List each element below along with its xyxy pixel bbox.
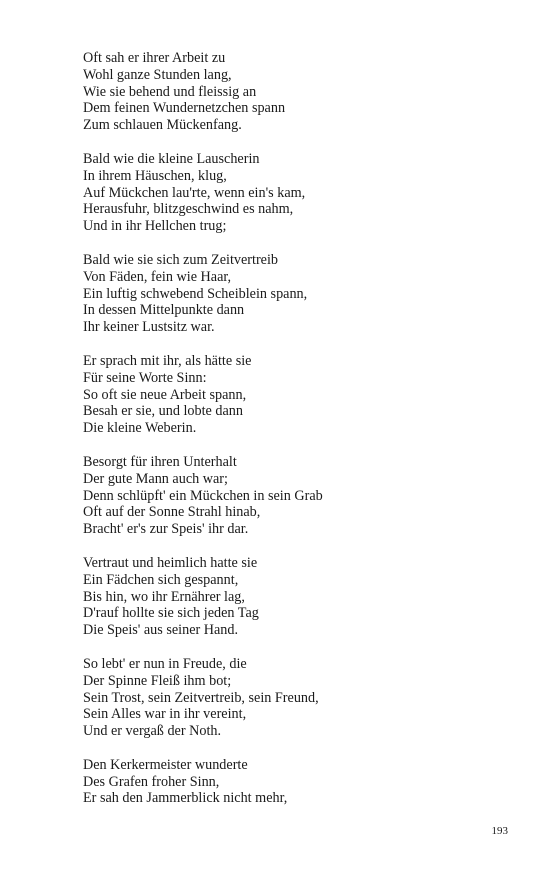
poem-line: Und in ihr Hellchen trug; xyxy=(83,218,227,235)
poem-line: So oft sie neue Arbeit spann, xyxy=(83,386,247,403)
poem-line: Ein Fädchen sich gespannt, xyxy=(83,571,239,588)
stanza xyxy=(83,656,513,740)
stanza xyxy=(83,151,513,235)
poem-line: Bis hin, wo ihr Ernährer lag, xyxy=(83,588,245,605)
stanza xyxy=(83,757,513,807)
poem-line: Er sprach mit ihr, als hätte sie xyxy=(83,352,252,369)
stanza xyxy=(83,50,513,134)
poem-line: Der Spinne Fleiß ihm bot; xyxy=(83,672,232,689)
poem-line: Des Grafen froher Sinn, xyxy=(83,773,220,790)
poem-line: Wohl ganze Stunden lang, xyxy=(83,66,232,83)
poem-line: Zum schlauen Mückenfang. xyxy=(83,117,242,134)
poem-line: In ihrem Häuschen, klug, xyxy=(83,167,227,184)
poem-line: Bracht' er's zur Speis' ihr dar. xyxy=(83,521,249,538)
poem-line: So lebt' er nun in Freude, die xyxy=(83,655,247,672)
stanza xyxy=(83,252,513,336)
poem-line: Von Fäden, fein wie Haar, xyxy=(83,268,232,285)
poem-line: In dessen Mittelpunkte dann xyxy=(83,302,245,319)
poem-line: Die kleine Weberin. xyxy=(83,420,197,437)
poem-line: Dem feinen Wundernetzchen spann xyxy=(83,100,286,117)
stanza xyxy=(83,555,513,639)
poem-line: Ein luftig schwebend Scheiblein spann, xyxy=(83,285,308,302)
poem-line: Wie sie behend und fleissig an xyxy=(83,83,257,100)
stanza xyxy=(83,353,513,437)
poem-line: Sein Trost, sein Zeitvertreib, sein Freund, xyxy=(83,689,319,706)
poem-line: Oft sah er ihrer Arbeit zu xyxy=(83,50,226,66)
poem-line: Vertraut und heimlich hatte sie xyxy=(83,554,258,571)
poem-line: Oft auf der Sonne Strahl hinab, xyxy=(83,504,261,521)
page-number: 193 xyxy=(491,825,508,837)
poem-line: Der gute Mann auch war; xyxy=(83,470,228,487)
poem-line: Sein Alles war in ihr vereint, xyxy=(83,706,247,723)
poem-line: D'rauf hollte sie sich jeden Tag xyxy=(83,605,259,622)
poem-line: Ihr keiner Lustsitz war. xyxy=(83,319,215,336)
poem-line: Die Speis' aus seiner Hand. xyxy=(83,622,239,639)
poem-line: Herausfuhr, blitzgeschwind es nahm, xyxy=(83,201,294,218)
poem-line: Er sah den Jammerblick nicht mehr, xyxy=(83,790,288,807)
poem-line: Für seine Worte Sinn: xyxy=(83,369,207,386)
stanza xyxy=(83,454,513,538)
poem-line: Auf Mückchen lau'rte, wenn ein's kam, xyxy=(83,184,306,201)
poem-line: Bald wie sie sich zum Zeitvertreib xyxy=(83,251,279,268)
poem-line: Den Kerkermeister wunderte xyxy=(83,756,248,773)
poem-line: Besah er sie, und lobte dann xyxy=(83,403,243,420)
poem-line: Bald wie die kleine Lauscherin xyxy=(83,150,260,167)
poem xyxy=(83,50,513,824)
poem-line: Besorgt für ihren Unterhalt xyxy=(83,453,237,470)
poem-line: Und er vergaß der Noth. xyxy=(83,723,222,740)
poem-line: Denn schlüpft' ein Mückchen in sein Grab xyxy=(83,487,323,504)
